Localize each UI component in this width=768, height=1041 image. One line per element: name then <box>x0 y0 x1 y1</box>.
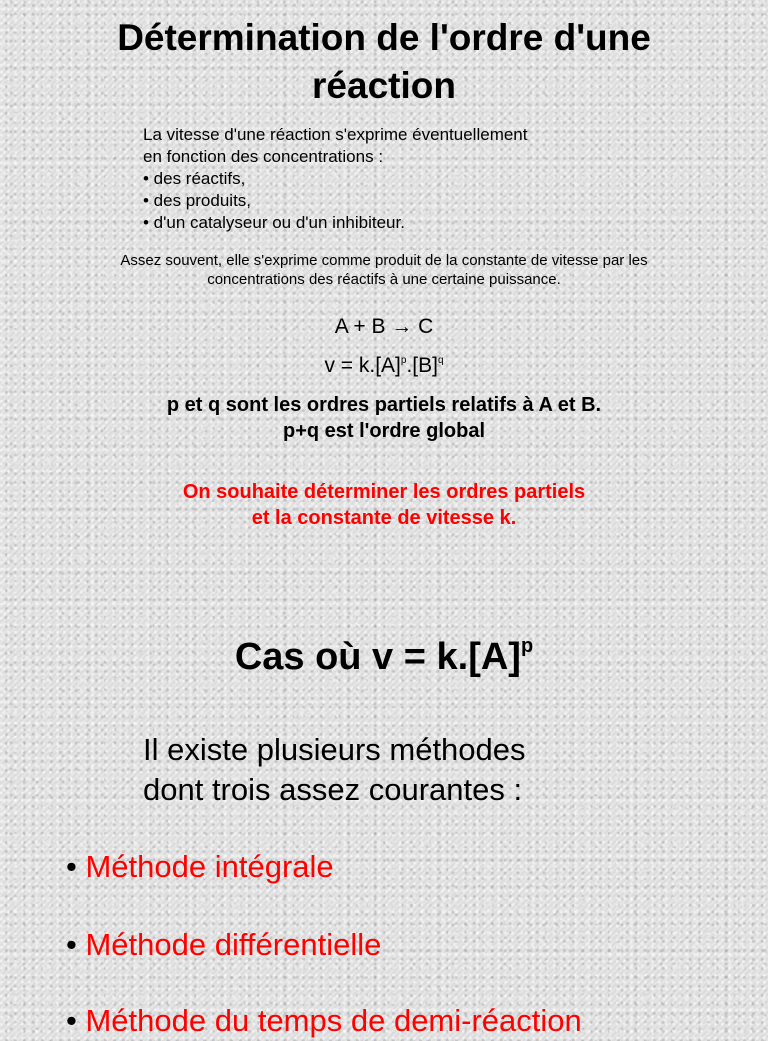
case-heading <box>0 622 768 681</box>
methods-intro-line-2: dont trois assez courantes : <box>143 772 523 807</box>
rate-law-prefix: v = k.[A] <box>324 354 401 377</box>
page-title <box>0 14 768 110</box>
intro-line-2: en fonction des concentrations : <box>143 147 384 166</box>
title-line-1: Détermination de l'ordre d'une <box>117 17 651 58</box>
bullet-marker: • <box>66 927 77 962</box>
rate-expression-paragraph <box>40 251 728 289</box>
list-item <box>66 1001 582 1041</box>
intro-item-produits: • des produits, <box>143 191 252 210</box>
case-heading-prefix: Cas où v = k.[A] <box>234 636 521 678</box>
intro-block <box>143 124 527 234</box>
bullet-marker: • <box>66 849 77 884</box>
paragraph-line-2: concentrations des réactifs à une certaine puissance. <box>207 271 561 288</box>
intro-item-catalyseur: • d'un catalyseur ou d'un inhibiteur. <box>143 213 405 232</box>
case-heading-exponent: p <box>520 635 534 657</box>
methods-intro <box>143 730 526 810</box>
partial-orders-statement <box>0 392 768 444</box>
orders-line-2: p+q est l'ordre global <box>282 420 485 442</box>
title-line-2: réaction <box>312 65 456 106</box>
paragraph-line-1: Assez souvent, elle s'exprime comme produit de la constante de vitesse par les <box>120 252 648 269</box>
rate-law-mid: .[B] <box>406 354 438 377</box>
bullet-marker: • <box>66 1003 77 1038</box>
goal-line-1: On souhaite déterminer les ordres partiels <box>182 481 586 503</box>
methods-intro-line-1: Il existe plusieurs méthodes <box>143 732 526 767</box>
goal-line-2: et la constante de vitesse k. <box>251 507 517 529</box>
goal-statement <box>0 479 768 531</box>
rate-law-exponent-p: p <box>400 355 407 366</box>
intro-item-reactifs: • des réactifs, <box>143 169 246 188</box>
list-item <box>66 847 334 887</box>
rate-law-exponent-q: q <box>437 355 444 366</box>
list-item <box>66 925 381 965</box>
method-integrale: Méthode intégrale <box>85 849 334 884</box>
rate-law-equation <box>0 346 768 381</box>
orders-line-1: p et q sont les ordres partiels relatifs à A et B. <box>166 394 602 416</box>
method-differentielle: Méthode différentielle <box>85 927 382 962</box>
method-demi-reaction: Méthode du temps de demi-réaction <box>85 1003 582 1038</box>
reaction-equation: A + B → C <box>334 315 434 338</box>
intro-line-1: La vitesse d'une réaction s'exprime éventuellement <box>143 125 528 144</box>
